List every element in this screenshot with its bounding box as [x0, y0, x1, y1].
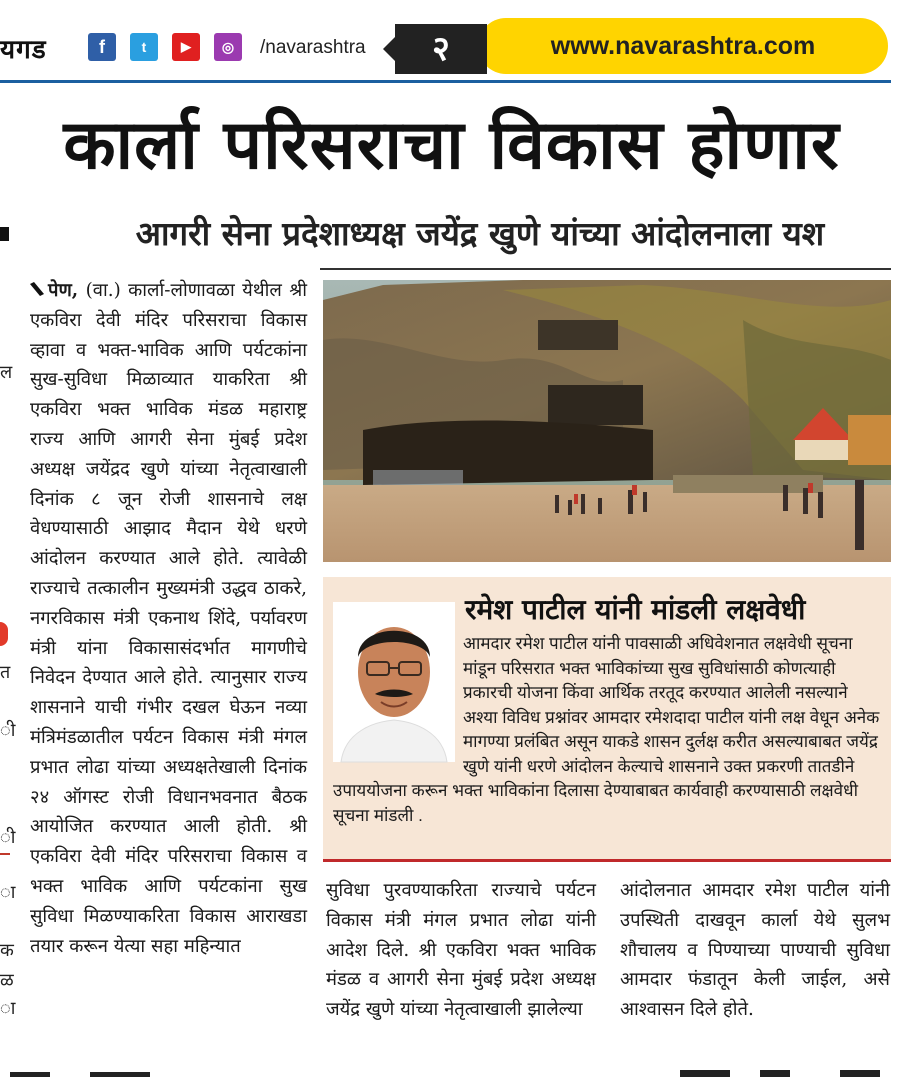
edge-fragment: ळ [0, 970, 14, 991]
box-body-text: आमदार रमेश पाटील यांनी पावसाळी अधिवेशनात लक्षवेधी सूचना मांडून परिसरात भक्त भाविकांच्या सुख सुविधांसाठी कोणत्याही प्रकारची योजना किंवा आर्थिक तरतूद करण्यात आलेली नसल्याने अश्या विविध प्रश्नांवर आमदार रमेशदादा पाटील यांनी लक्ष वेधून अनेक मागण्या प्रलंबित असून याकडे शासन दुर्लक्ष करीत असल्याबाबत जयेंद्र खुणे यांनी धरणे आंदोलन केल्याचे शासनाने उक्त प्रकरणी तातडीने उपाययोजना करून भक्त भाविकांना दिलासा देण्याबाबत कार्यवाही करण्यासाठी लक्षवेधी सूचना मांडली . [333, 634, 880, 825]
edge-fragment: क [0, 940, 14, 961]
page-number: २ [395, 24, 487, 74]
header-rule [0, 80, 891, 83]
facebook-icon: f [88, 33, 116, 61]
dateline: पेण, [48, 280, 79, 301]
subheadline: आगरी सेना प्रदेशाध्यक्ष जयेंद्र खुणे यांच्या आंदोलनाला यश [135, 214, 825, 253]
edge-fragment: ल [0, 362, 13, 383]
edge-fragment: त [0, 662, 11, 683]
edge-rule [0, 853, 10, 855]
box-rule [323, 859, 891, 862]
masthead-strip [0, 0, 903, 80]
box-body [333, 632, 883, 828]
edge-red-tab [0, 622, 8, 646]
karla-caves-photo [323, 280, 891, 562]
twitter-icon: t [130, 33, 158, 61]
edge-fragment: ी [0, 827, 16, 848]
box-title: रमेश पाटील यांनी मांडली लक्षवेधी [465, 593, 806, 626]
article-column-3: आंदोलनात आमदार रमेश पाटील यांनी उपस्थिती दाखवून कार्ला येथे सुलभ शौचालय व पिण्याच्या पाण्याची सुविधा आमदार फंडातून केली जाईल, असे आश्वासन दिले होते. [620, 880, 890, 1021]
agency-credit: (वा.) [85, 280, 121, 301]
article-column-2: सुविधा पुरवण्याकरिता राज्याचे पर्यटन विकास मंत्री मंगल प्रभात लोढा यांनी आदेश दिले. श्री एकविरा भक्त भाविक मंडळ व आगरी सेना मुंबई प्रदेश अध्यक्ष जयेंद्र खुणे यांच्या नेतृत्वाखाली झालेल्या [326, 880, 596, 1021]
dateline-arrow-icon [30, 282, 44, 296]
edge-fragment: ा [0, 882, 16, 903]
subheadline-rule [320, 268, 891, 270]
edge-fragment: ा [0, 998, 16, 1019]
article-body-1: कार्ला-लोणावळा येथील श्री एकविरा देवी मंदिर परिसराचा विकास व्हावा व भक्त-भाविक आणि पर्यटकांना सुख-सुविधा मिळाव्यात याकरिता श्री एकविरा भक्त भाविक मंडळ महाराष्ट्र राज्य आणि आगरी सेना मुंबई प्रदेश अध्यक्ष जयेंद्रद खुणे यांच्या नेतृत्वाखाली दिनांक ८ जून रोजी शासनाचे लक्ष वेधण्यासाठी आझाद मैदान येथे धरणे आंदोलन करण्यात आले होते. त्यावेळी राज्याचे तत्कालीन मुख्यमंत्री उद्धव ठाकरे, नगरविकास मंत्री एकनाथ शिंदे, पर्यावरण मंत्री यांना विकासासंदर्भात मागणीचे निवेदन देण्यात आले होते. त्यानुसार राज्य शासनाने याची गंभीर दखल घेऊन नव्या मंत्रिमंडळातील पर्यटन विकास मंत्री मंगल प्रभात लोढा यांच्या अध्यक्षतेखाली दिनांक २४ ऑगस्ट रोजी विधानभवनात बैठक आयोजित करण्यात आली होती. श्री एकविरा देवी मंदिर परिसराचा विकास व भक्त भाविक आणि पर्यटकांना सुख सुविधा मिळण्याकरिता विकास आराखडा तयार करून येत्या सहा महिन्यात [30, 280, 307, 957]
social-handle: /navarashtra [260, 37, 366, 58]
headline: कार्ला परिसराचा विकास होणार [63, 106, 840, 185]
column-marker [0, 227, 9, 241]
website-url: www.navarashtra.com [478, 18, 888, 74]
instagram-icon: ◎ [214, 33, 242, 61]
edge-fragment: ी [0, 720, 16, 741]
next-article-cutoff [0, 1066, 903, 1077]
youtube-icon: ▶ [172, 33, 200, 61]
district-label: यगड [0, 35, 47, 65]
article-column-1 [30, 276, 307, 961]
